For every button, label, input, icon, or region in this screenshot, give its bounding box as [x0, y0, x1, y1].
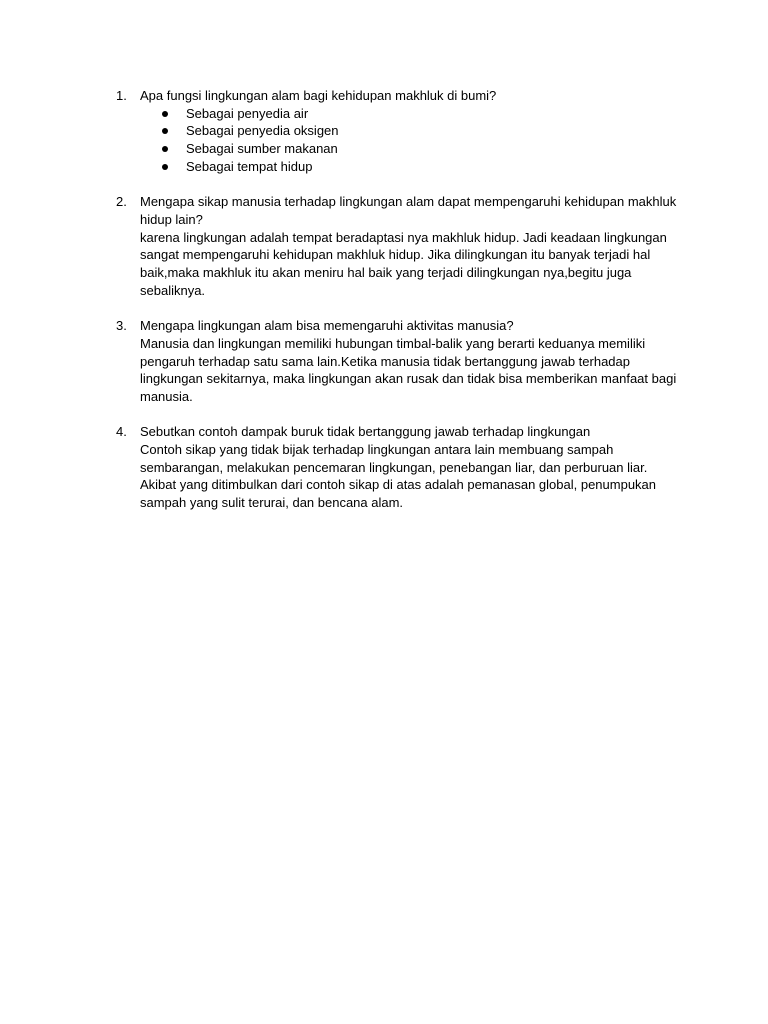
- answer-text: Manusia dan lingkungan memiliki hubungan timbal-balik yang berarti keduanya memiliki pengaruh terhadap satu sama lain.Ketika manusia tidak bertanggung jawab terhadap lingkungan sekitarnya, maka lingkungan akan rusak dan tidak bisa memberikan manfaat bagi manusia.: [140, 335, 677, 404]
- numbered-list: [116, 87, 686, 530]
- list-item-4: [116, 423, 686, 512]
- question-text: Sebutkan contoh dampak buruk tidak bertanggung jawab terhadap lingkungan: [140, 424, 591, 440]
- item-number: 2.: [116, 194, 127, 210]
- bullet-icon: [162, 111, 168, 117]
- item-number: 3.: [116, 318, 127, 334]
- answer-text: Contoh sikap yang tidak bijak terhadap lingkungan antara lain membuang sampah sembarangan, melakukan pencemaran lingkungan, penebangan liar, dan perburuan liar. Akibat yang ditimbulkan dari contoh sikap di atas adalah pemanasan global, penumpukan sampah yang sulit terurai, dan bencana alam.: [140, 442, 657, 511]
- list-item-3: [116, 317, 686, 406]
- question-text: Apa fungsi lingkungan alam bagi kehidupan makhluk di bumi?: [140, 88, 497, 103]
- item-number: 4.: [116, 424, 127, 440]
- answer-text: karena lingkungan adalah tempat beradaptasi nya makhluk hidup. Jadi keadaan lingkungan sangat mempengaruhi kehidupan makhluk hidup. Jika dilingkungan itu banyak terjadi hal baik,maka makhluk itu akan meniru hal baik yang terjadi dilingkungan nya,begitu juga sebaliknya.: [140, 229, 667, 298]
- bullet-item: [186, 105, 686, 123]
- bullet-list: [140, 105, 686, 176]
- bullet-item: [186, 122, 686, 140]
- item-number: 1.: [116, 88, 127, 103]
- list-item-2: [116, 193, 686, 299]
- bullet-icon: [162, 128, 168, 134]
- bullet-text: Sebagai tempat hidup: [186, 158, 313, 174]
- question-text: Mengapa sikap manusia terhadap lingkungan alam dapat mempengaruhi kehidupan makhluk hidup lain?: [140, 194, 677, 227]
- list-item-1: [116, 87, 686, 176]
- bullet-icon: [162, 146, 168, 152]
- bullet-text: Sebagai penyedia air: [186, 105, 309, 121]
- bullet-item: [186, 140, 686, 158]
- bullet-text: Sebagai sumber makanan: [186, 141, 338, 157]
- question-text: Mengapa lingkungan alam bisa memengaruhi aktivitas manusia?: [140, 318, 514, 334]
- bullet-item: [186, 158, 686, 176]
- bullet-text: Sebagai penyedia oksigen: [186, 123, 339, 139]
- bullet-icon: [162, 164, 168, 170]
